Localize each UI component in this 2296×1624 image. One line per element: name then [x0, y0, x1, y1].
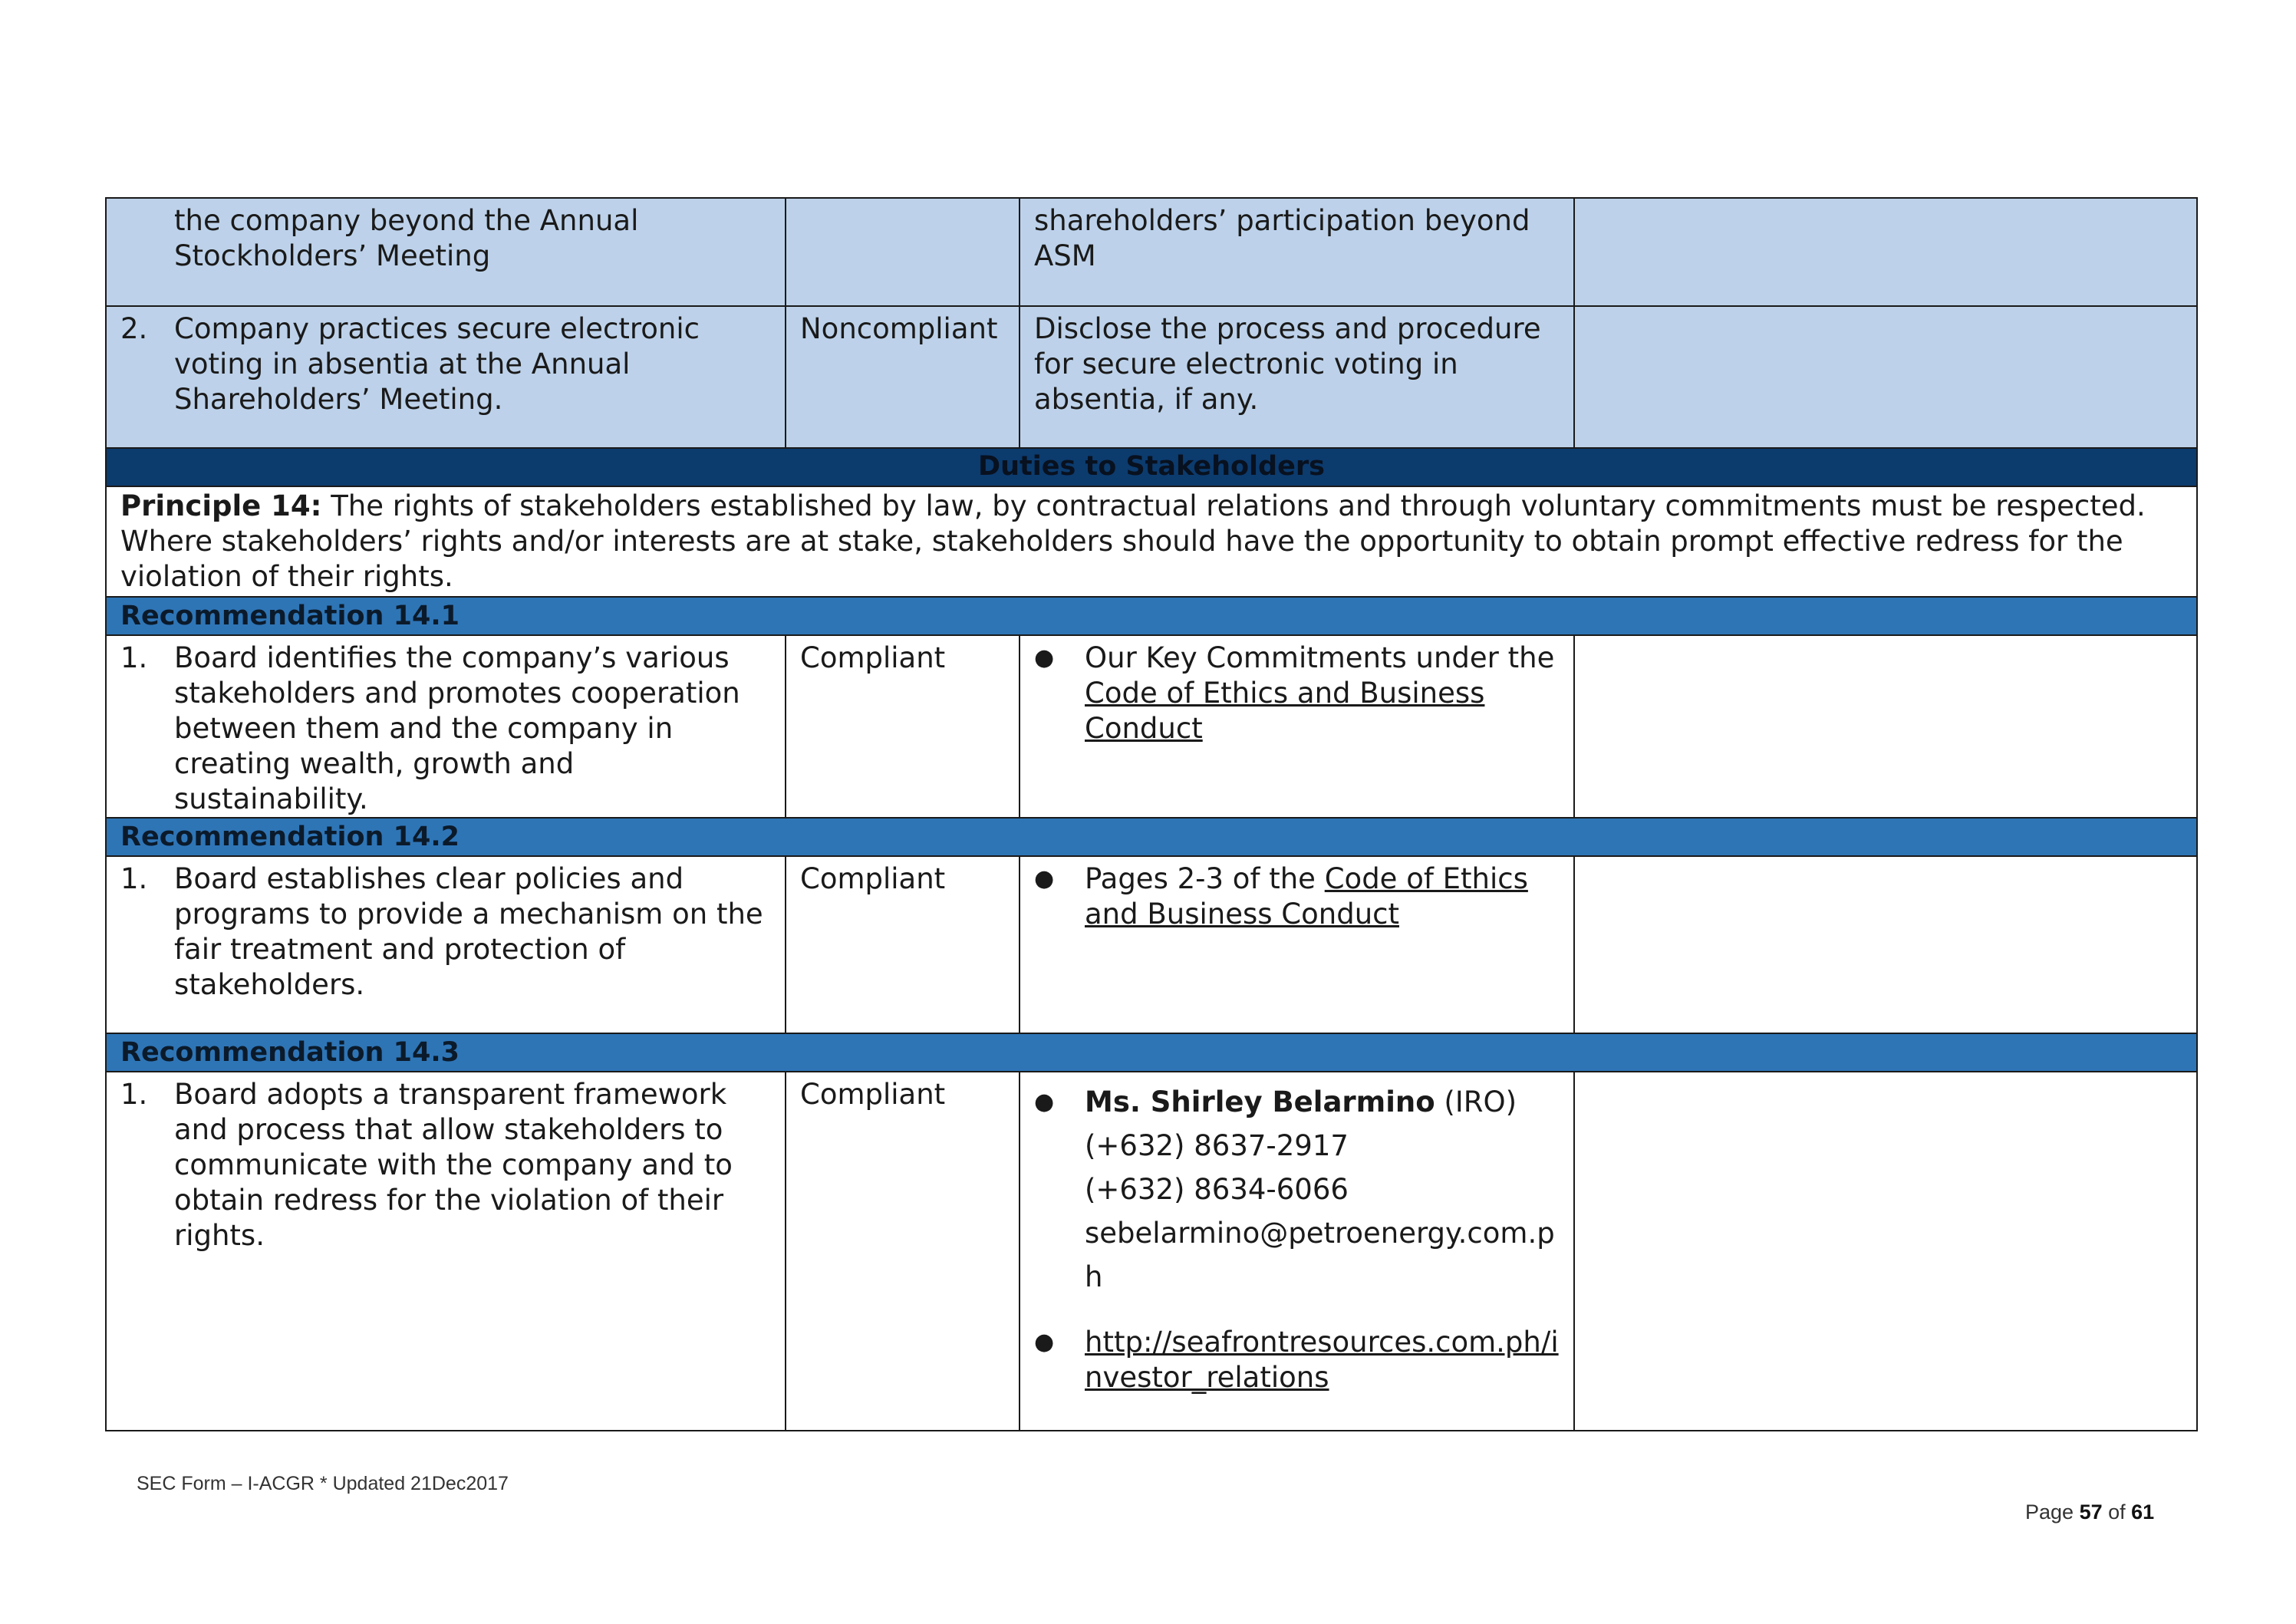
- explanation-cell: [1020, 856, 1574, 1033]
- item-cell: [106, 198, 786, 306]
- status-cell: Noncompliant: [786, 306, 1020, 448]
- explanation-text: ASM: [1034, 239, 1096, 272]
- contact-name: Ms. Shirley Belarmino: [1085, 1085, 1435, 1118]
- acgr-table: [105, 197, 2198, 1431]
- item-number: 2.: [120, 312, 148, 345]
- explanation-cell: [1020, 1072, 1574, 1431]
- notes-cell: [1574, 306, 2197, 448]
- form-footer: SEC Form – I-ACGR * Updated 21Dec2017: [137, 1473, 509, 1494]
- item-number: 1.: [120, 1078, 148, 1111]
- section-title: Duties to Stakeholders: [106, 448, 2197, 486]
- code-of-ethics-link[interactable]: Code of Ethics and Business Conduct: [1085, 677, 1485, 745]
- table-row: [106, 635, 2197, 818]
- contact-email: h: [1085, 1260, 1103, 1293]
- recommendation-title: Recommendation 14.2: [106, 818, 2197, 856]
- item-text: Stockholders’ Meeting: [174, 239, 491, 272]
- item-number: 1.: [120, 641, 148, 674]
- item-cell: [106, 635, 786, 818]
- total-pages: 61: [2131, 1500, 2155, 1524]
- bullet-icon: ●: [1034, 1329, 1055, 1356]
- table-row: [106, 306, 2197, 448]
- item-text: Company practices secure electronic: [174, 312, 700, 345]
- item-text: the company beyond the Annual: [174, 204, 639, 237]
- section-header-row: [106, 448, 2197, 486]
- recommendation-title: Recommendation 14.3: [106, 1033, 2197, 1072]
- explanation-text: shareholders’ participation beyond: [1034, 204, 1530, 237]
- item-number: 1.: [120, 862, 148, 895]
- notes-cell: [1574, 1072, 2197, 1431]
- status-cell: Compliant: [786, 856, 1020, 1033]
- notes-cell: [1574, 635, 2197, 818]
- item-text: Board establishes clear policies and programs to provide a mechanism on the fair treatment and protection of stakeholders.: [174, 862, 763, 1001]
- table-row: [106, 198, 2197, 306]
- recommendation-header-row: [106, 1033, 2197, 1072]
- explanation-text: Disclose the process and procedure: [1034, 312, 1541, 345]
- contact-role: (IRO): [1435, 1085, 1517, 1118]
- evidence-text: Our Key Commitments under the: [1085, 641, 1555, 674]
- evidence-text: Pages 2-3 of the: [1085, 862, 1325, 895]
- item-text: voting in absentia at the Annual: [174, 348, 631, 380]
- bullet-icon: ●: [1034, 644, 1055, 671]
- notes-cell: [1574, 198, 2197, 306]
- explanation-text: absentia, if any.: [1034, 383, 1259, 416]
- notes-cell: [1574, 856, 2197, 1033]
- principle-cell: [106, 486, 2197, 597]
- principle-label: Principle 14:: [120, 489, 322, 522]
- recommendation-header-row: [106, 818, 2197, 856]
- contact-email: sebelarmino@petroenergy.com.p: [1085, 1217, 1555, 1250]
- item-number: [120, 203, 174, 274]
- investor-relations-link[interactable]: http://seafrontresources.com.ph/i nvestor_relations: [1085, 1326, 1559, 1394]
- explanation-cell: [1020, 198, 1574, 306]
- current-page: 57: [2079, 1500, 2103, 1524]
- bullet-icon: ●: [1034, 1089, 1055, 1115]
- status-cell: Compliant: [786, 1072, 1020, 1431]
- bullet-icon: ●: [1034, 865, 1055, 892]
- status-cell: [786, 198, 1020, 306]
- contact-phone: (+632) 8637-2917: [1085, 1129, 1349, 1162]
- explanation-cell: [1020, 306, 1574, 448]
- table-row: [106, 856, 2197, 1033]
- principle-row: [106, 486, 2197, 597]
- item-text: Board identifies the company’s various stakeholders and promotes cooperation between them and the company in creating wealth, growth and sustainability.: [174, 641, 740, 815]
- explanation-cell: [1020, 635, 1574, 818]
- principle-text: The rights of stakeholders established by law, by contractual relations and through voluntary commitments must be respected. Where stakeholders’ rights and/or interests are at stake, stakeholders should have the opportunity to obtain prompt effective redress for the violation of their rights.: [120, 489, 2146, 593]
- item-text: Shareholders’ Meeting.: [174, 383, 503, 416]
- recommendation-header-row: [106, 597, 2197, 635]
- page-number: Page 57 of 61: [2025, 1500, 2155, 1524]
- item-cell: [106, 1072, 786, 1431]
- item-cell: [106, 306, 786, 448]
- status-cell: Compliant: [786, 635, 1020, 818]
- recommendation-title: Recommendation 14.1: [106, 597, 2197, 635]
- contact-phone: (+632) 8634-6066: [1085, 1173, 1349, 1206]
- explanation-text: for secure electronic voting in: [1034, 348, 1458, 380]
- item-text: Board adopts a transparent framework and process that allow stakeholders to communicate with the company and to obtain redress for the violation of their rights.: [174, 1078, 733, 1252]
- code-of-ethics-link[interactable]: Code of Ethics and Business Conduct: [1085, 862, 1528, 931]
- table-row: [106, 1072, 2197, 1431]
- item-cell: [106, 856, 786, 1033]
